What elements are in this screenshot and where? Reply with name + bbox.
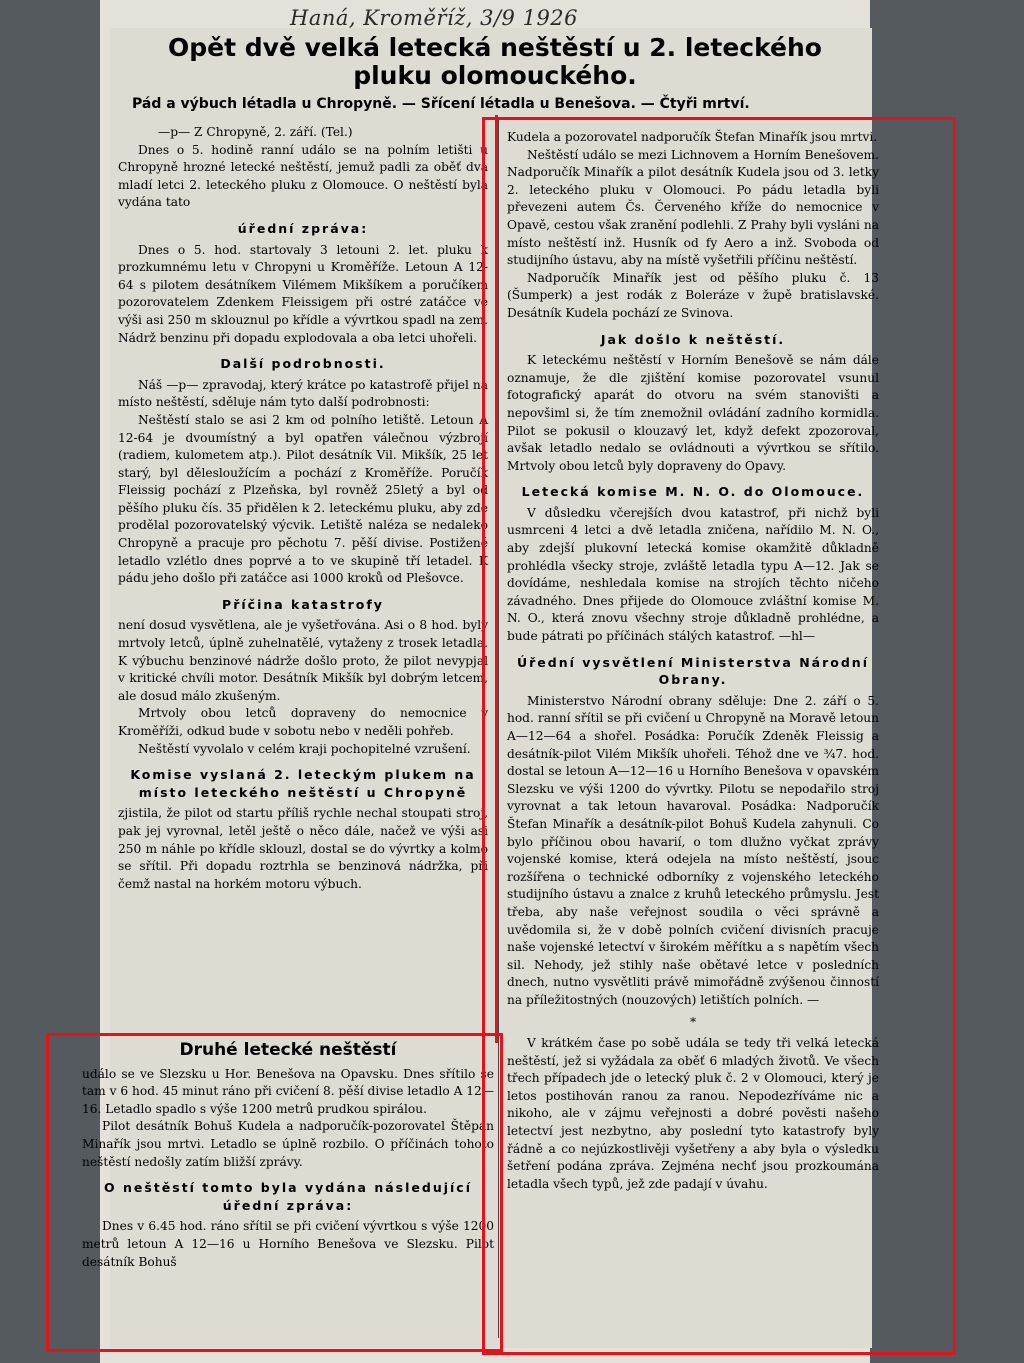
paragraph: Neštěstí událo se mezi Lichnovem a Horním Benešovem. Nadporučík Minařík a pilot desátník Kudela jsou od 3. letky 2. leteckého pluku v Olomouci. Po pádu letadla byli převezeni autem Čs. Červeného kříže do nemocnice v Opavě, cestou však zranění podlehli. Z Prahy byli vysláni na místo neštěstí inž. Husník od fy Aero a inž. Svoboda od studijního ústavu, aby na místě vyšetřili příčinu neštěstí. [507, 147, 879, 268]
right-column [507, 129, 879, 1193]
paragraph: Nadporučík Minařík jest od pěšího pluku č. 13 (Šumperk) a jest rodák z Boleráze v župě bratislavské. Desátník Kudela pochází ze Svinova. [507, 270, 879, 320]
section-heading: Příčina katastrofy [222, 596, 384, 612]
section-heading: Letecká komise M. N. O. do Olomouce. [521, 484, 865, 500]
paragraph: Dnes o 5. hodině ranní událo se na polním letišti u Chropyně hrozné letecké neštěstí, jemuž padli za oběť dva mladí letci 2. leteckého pluku z Olomouce. O neštěstí byla vydána tato [118, 142, 488, 210]
second-article [82, 1040, 494, 1271]
left-column [118, 124, 488, 893]
handwritten-note: Haná, Kroměříž, 3/9 1926 [290, 6, 579, 30]
paragraph: Ministerstvo Národní obrany sděluje: Dne 2. září o 5. hod. ranní sřítil se při cvičení u Chropyně na Moravě letoun A—12—64 a shořel. Posádka: Poručík Zdeněk Fleissig a desátník-pilot Vilém Mikšík uhořeli. Téhož dne ve ¾7. hod. dostal se letoun A—12—16 u Horního Benešova v opavském Slezsku ve výši 1200 do vývrtky. Pilotu se nepodařilo stroj vyrovnat a tak letoun havaroval. Posádka: Nadporučík Štefan Minařík a desátník-pilot Bohuš Kudela zahynuli. Co bylo příčinou obou havarií, o tom dlužno vyčkat zprávy vojenské komise, která odejela na místo neštěstí, jsouc rozšířena o technické odborníky z vojenského leteckého studijního ústavu a znalce z kruhů leteckého průmyslu. Jest třeba, aby naše veřejnost soudila o věci správně a uvědomila si, že v době polních cvičení divisních pracuje naše vojenské letectví v širokém měřítku a s napětím všech sil. Nehody, jež stihly naše obětavé letce v posledních dnech, nutno vysvětliti právě mimořádně zvýšenou činností na příležitostných (nouzových) letištích polních. — [507, 693, 879, 1007]
subheadline: Pád a výbuch létadla u Chropyně. — Sřícení létadla u Benešova. — Čtyři mrtví. [132, 96, 750, 112]
separator-star: * [689, 1014, 697, 1029]
headline: Opět dvě velká letecká neštěstí u 2. leteckého pluku olomouckého. [168, 33, 822, 90]
paragraph: Neštěstí stalo se asi 2 km od polního letiště. Letoun A 12-64 je dvoumístný a byl opatřen válečnou výzbrojí (radiem, kulometem atp.). Pilot desátník Vil. Mikšík, 25 let starý, byl dělesloužícím a pochází z Kroměříže. Poručík Fleissig pochází z Plzeňska, byl rovněž 25letý a byl od pěšího pluku čís. 35 přidělen k 2. leteckému pluku, aby zde prodělal pozorovatelský výcvik. Letiště naléza se nedaleko Chropyně a pracuje pro pěchotu 7. pěší divise. Postižené letadlo vzlétlo dnes poprvé a to ve skupině tří letadel. K pádu jeho došlo při zatáčce asi 1000 kroků od Plešovce. [118, 412, 488, 586]
paragraph: Pilot desátník Bohuš Kudela a nadporučík-pozorovatel Štěpán Minařík jsou mrtvi. Letadlo se úplně rozbilo. O příčinách tohoto neštěstí nedošly zatím bližší zprávy. [82, 1119, 494, 1169]
paragraph: není dosud vysvětlena, ale je vyšetřována. Asi o 8 hod. byly mrtvoly letců, úplně zuhelnatělé, vytaženy z trosek letadla. K výbuchu benzinové nádrže došlo proto, že pilot nevypjal v kritické chvíli motor. Desátník Mikšík byl dobrým letcem, ale dosud málo zkušeným. [118, 618, 488, 703]
paragraph: zjistila, že pilot od startu příliš rychle nechal stoupati stroj, pak jej vyrovnal, letěl ještě o něco dále, načež ve výši asi 250 m náhle po křídle sklouzl, dostal se do vývrtky a kolmo se sřítil. Při dopadu roztrhla se benzinová nádržka, při čemž nastal na horkém motoru výbuch. [118, 806, 488, 891]
paragraph: Mrtvoly obou letců dopraveny do nemocnice v Kroměříži, odkud bude v sobotu nebo v neděli pohřeb. [118, 706, 488, 738]
section-heading: O neštěstí tomto byla vydána následující úřední zpráva: [104, 1180, 472, 1213]
paragraph: Dnes v 6.45 hod. ráno sřítil se při cvičení vývrtkou s výše 1200 metrů letoun A 12—16 u Horního Benešova ve Slezsku. Pilot desátník Bohuš [82, 1219, 494, 1269]
dateline: —p— Z Chropyně, 2. září. (Tel.) [158, 125, 353, 139]
paragraph: V důsledku včerejších dvou katastrof, při nichž byli usmrceni 4 letci a dvě letadla zničena, nařídilo M. N. O., aby zdejší plukovní letecká komise okamžitě důkladně prohlédla všecky stroje, zvláště letadla typu A—12. Jak se dovídáme, neshledala komise na strojích těchto ničeho závadného. Dnes přijede do Olomouce zvláštní komise M. N. O., která znovu všechny stroje důkladně prohlédne, a bude pátrati po příčinách stálých katastrof. —hl— [507, 505, 879, 644]
article-title: Druhé letecké neštěstí [179, 1040, 397, 1060]
section-heading: úřední zpráva: [237, 220, 369, 236]
paragraph: V krátkém čase po sobě udála se tedy tři velká letecká neštěstí, jež si vyžádala za oběť 6 mladých životů. Ve všech třech případech jde o letecký pluk č. 2 v Olomouci, který je letos postihován ranou za ranou. Nepodezříváme nic a nikoho, ale v zájmu veřejnosti a dobré pověsti našeho letectví jest nezbytno, aby poslední tyto katastrofy byly řádně a co nejúzkostlivěji vyšetřeny a aby byla o výsledku šetření podána zpráva. Zejména nechť jsou prozkoumána letadla všech typů, jež zde padají v úvahu. [507, 1036, 879, 1191]
paragraph: Náš —p— zpravodaj, který krátce po katastrofě přijel na místo neštěstí, sděluje nám tyto další podrobnosti: [118, 377, 488, 410]
section-heading: Úřední vysvětlení Ministerstva Národní Obrany. [516, 654, 869, 688]
section-heading: Jak došlo k neštěstí. [600, 331, 786, 347]
paragraph: Kudela a pozorovatel nadporučík Štefan Minařík jsou mrtvi. [507, 130, 878, 144]
column-divider [498, 118, 499, 1338]
paragraph: Dnes o 5. hod. startovaly 3 letouni 2. let. pluku k prozkumnému letu v Chropyni u Kroměříže. Letoun A 12-64 s pilotem desátníkem Vilémem Mikšíkem a poručíkem pozorovatelem Zdenkem Fleissigem při ostré zatáčce ve výši asi 250 m sklouznul po křídle a vývrtkou spadl na zem. Nádrž benzinu při dopadu explodovala a oba letci uhořeli. [118, 242, 488, 345]
section-heading: Další podrobnosti. [220, 356, 386, 372]
section-heading: Komise vyslaná 2. leteckým plukem na místo leteckého neštěstí u Chropyně [130, 767, 476, 800]
paragraph: událo se ve Slezsku u Hor. Benešova na Opavsku. Dnes sřítilo se tam v 6 hod. 45 minut ráno při cvičení 8. pěší divise letadlo A 12—16. Letadlo spadlo s výše 1200 metrů prudkou spirálou. [82, 1066, 494, 1116]
paragraph: K leteckému neštěstí v Horním Benešově se nám dále oznamuje, že dle zjištění komise pozorovatel vsunul fotografický aparát do otvoru na svém stanovišti a nepovšiml si, že tím znemožnil ovládání zadního kormidla. Pilot se pokusil o klouzavý let, když defekt zpozoroval, avšak letadlo nedalo se ovládnouti a vývrtkou se sřítilo. Mrtvoly obou letců byly dopraveny do Opavy. [507, 353, 879, 473]
paragraph: Neštěstí vyvolalo v celém kraji pochopitelné vzrušení. [138, 741, 471, 756]
